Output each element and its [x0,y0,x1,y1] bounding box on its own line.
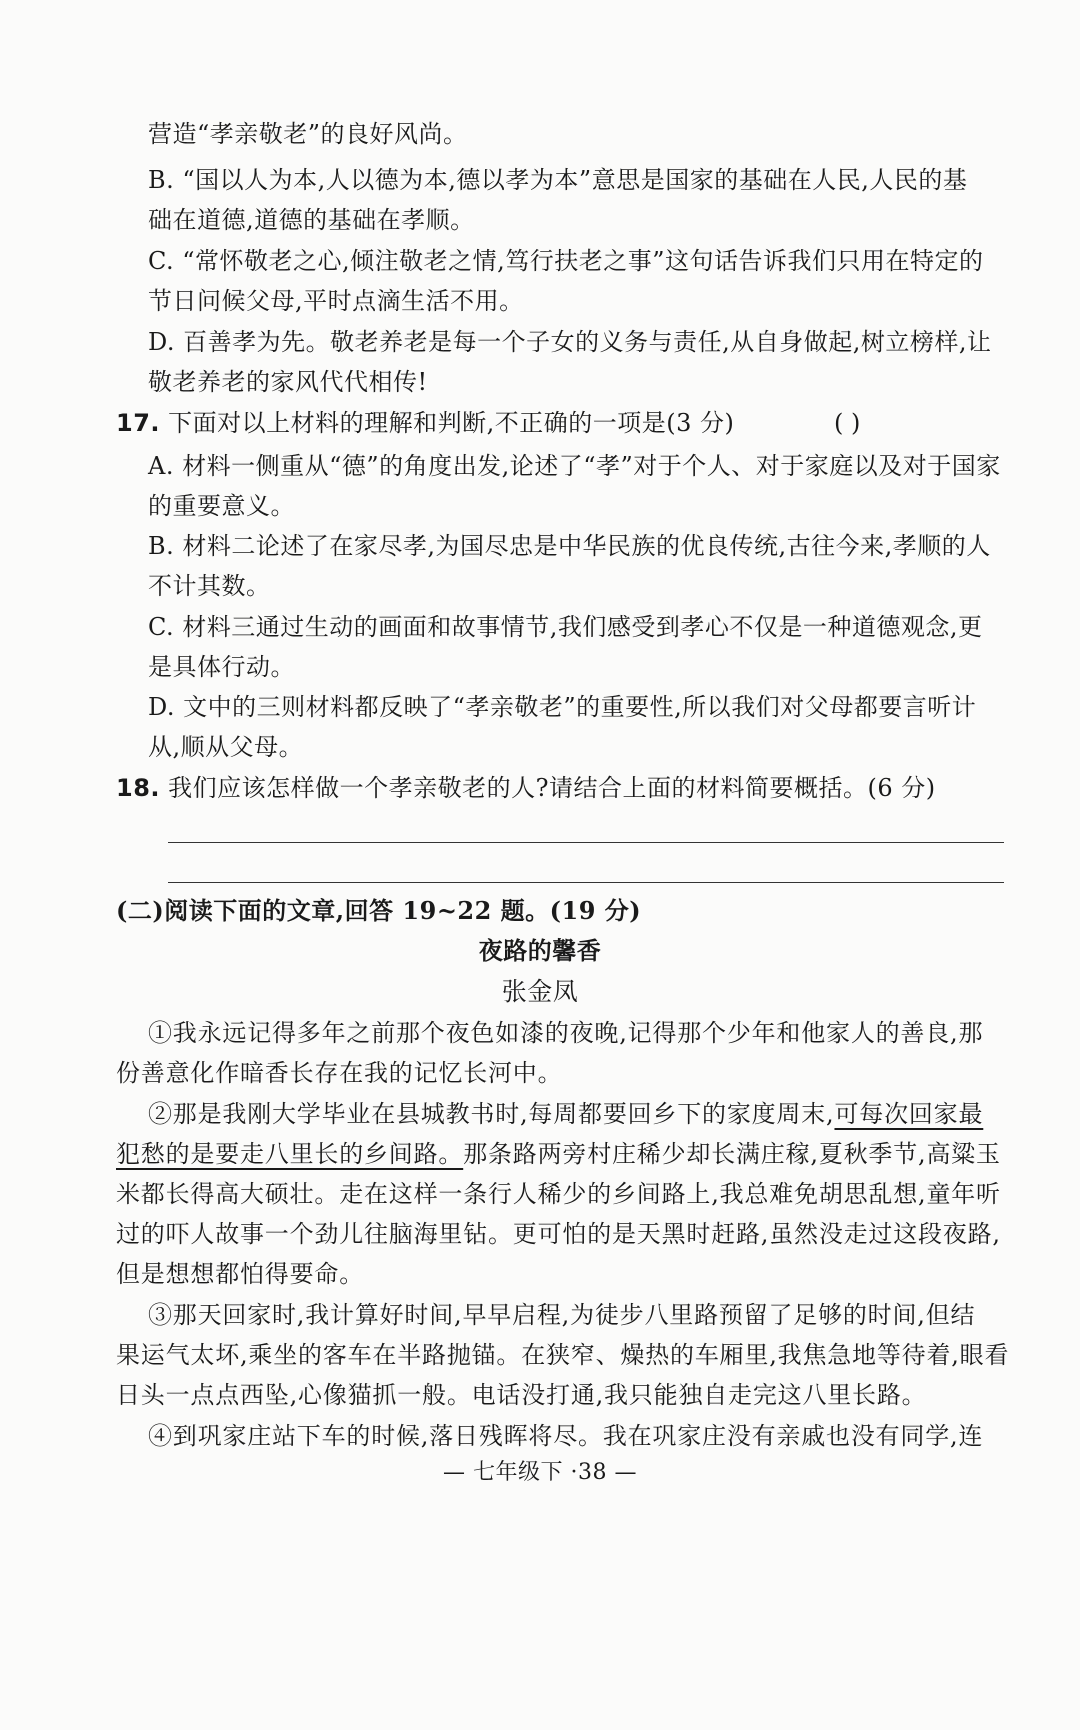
paragraph-1-line-1: ①我永远记得多年之前那个夜色如漆的夜晚,记得那个少年和他家人的善良,那 [148,1019,984,1047]
q16-option-b-line2: 础在道德,道德的基础在孝顺。 [148,206,475,234]
paragraph-2-line-3: 米都长得高大硕壮。走在这样一条行人稀少的乡间路上,我总难免胡思乱想,童年听 [116,1180,1001,1208]
q17-option-d-line2: 从,顺从父母。 [148,733,304,761]
q16-option-d-line2: 敬老养老的家风代代相传! [148,368,428,396]
q16-option-c-line1: C. “常怀敬老之心,倾注敬老之情,笃行扶老之事”这句话告诉我们只用在特定的 [148,247,984,275]
q18-answer-line-1[interactable] [168,842,1004,843]
q17-option-d-line1: D. 文中的三则材料都反映了“孝亲敬老”的重要性,所以我们对父母都要言听计 [148,693,977,721]
q16-option-d-line1: D. 百善孝为先。敬老养老是每一个子女的义务与责任,从自身做起,树立榜样,让 [148,328,992,356]
q18-stem-row [116,772,936,804]
paragraph-2-line-2 [116,1138,1001,1170]
q18-answer-line-2[interactable] [168,882,1004,883]
q17-option-c-line2: 是具体行动。 [148,653,295,681]
q16-option-a-tail: 营造“孝亲敬老”的良好风尚。 [148,120,468,148]
section2-heading: (二)阅读下面的文章,回答 19~22 题。(19 分) [116,896,642,925]
paragraph-3-line-3: 日头一点点西坠,心像猫抓一般。电话没打通,我只能独自走完这八里长路。 [116,1381,927,1409]
q17-option-b-line2: 不计其数。 [148,572,271,600]
q18-stem: 我们应该怎样做一个孝亲敬老的人?请结合上面的材料简要概括。(6 分) [168,774,936,802]
paragraph-3-line-1: ③那天回家时,我计算好时间,早早启程,为徒步八里路预留了足够的时间,但结 [148,1301,976,1329]
q16-option-c-line2: 节日问候父母,平时点滴生活不用。 [148,287,524,315]
underlined-sentence-part-2: 犯愁的是要走八里长的乡间路。 [116,1140,464,1168]
paragraph-1-line-2: 份善意化作暗香长存在我的记忆长河中。 [116,1059,563,1087]
paragraph-2-line-1 [148,1098,983,1130]
paragraph-2-line-5: 但是想想都怕得要命。 [116,1260,364,1288]
q17-answer-paren[interactable]: ( ) [834,409,861,437]
article-author: 张金凤 [501,977,579,1006]
paragraph-4-line-1: ④到巩家庄站下车的时候,落日残晖将尽。我在巩家庄没有亲戚也没有同学,连 [148,1422,984,1450]
q17-option-b-line1: B. 材料二论述了在家尽孝,为国尽忠是中华民族的优良传统,古往今来,孝顺的人 [148,532,991,560]
underlined-sentence-part-1: 可每次回家最 [834,1100,984,1128]
q17-option-a-line2: 的重要意义。 [148,492,295,520]
paragraph-2-text: ②那是我刚大学毕业在县城教书时,每周都要回乡下的家度周末, [148,1100,835,1128]
article-title: 夜路的馨香 [478,937,602,965]
q18-number: 18. [116,774,161,802]
paragraph-2-line-4: 过的吓人故事一个劲儿往脑海里钻。更可怕的是天黑时赶路,虽然没走过这段夜路, [116,1220,1001,1248]
paragraph-3-line-2: 果运气太坏,乘坐的客车在半路抛锚。在狭窄、燥热的车厢里,我焦急地等待着,眼看 [116,1341,1010,1369]
q17-option-c-line1: C. 材料三通过生动的画面和故事情节,我们感受到孝心不仅是一种道德观念,更 [148,613,983,641]
paragraph-2-text: 那条路两旁村庄稀少却长满庄稼,夏秋季节,高粱玉 [463,1140,1001,1168]
q16-option-b-line1: B. “国以人为本,人以德为本,德以孝为本”意思是国家的基础在人民,人民的基 [148,166,968,194]
q17-option-a-line1: A. 材料一侧重从“德”的角度出发,论述了“孝”对于个人、对于家庭以及对于国家 [148,452,1001,480]
q17-number: 17. [116,409,161,437]
page-footer: — 七年级下 ·38 — [443,1460,637,1485]
q17-stem-row [116,407,734,439]
q17-stem: 下面对以上材料的理解和判断,不正确的一项是(3 分) [168,409,735,437]
